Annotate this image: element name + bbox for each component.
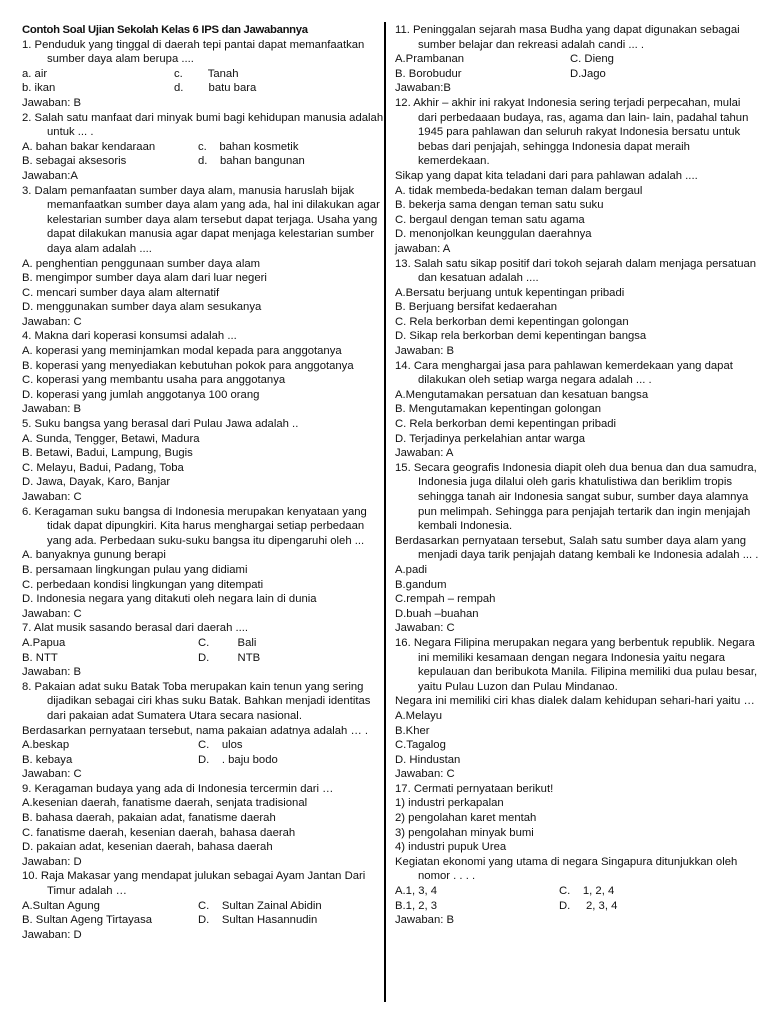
text-line: D. Jawa, Dayak, Karo, Banjar: [22, 476, 171, 489]
text-line: memanfaatkan sumber daya alam yang ada, hal ini dilakukan agar: [47, 199, 380, 212]
option-text: C. ulos: [198, 739, 243, 752]
option-text: D. Sultan Hasannudin: [198, 914, 318, 927]
option-text: B. NTT: [22, 651, 58, 664]
text-line: Jawaban:B: [395, 82, 451, 95]
option-text: B. kebaya: [22, 753, 73, 766]
option-text: A.beskap: [22, 739, 70, 752]
text-line: dapat dilakukan manusia agar dapat menjaga kelestarian sumber: [47, 228, 375, 241]
option-text: A.Prambanan: [395, 53, 465, 66]
text-line: 10. Raja Makasar yang mendapat julukan sebagai Ayam Jantan Dari: [22, 870, 366, 883]
text-line: Jawaban: C: [22, 768, 82, 781]
text-line: Jawaban: C: [22, 315, 82, 328]
text-line: Jawaban: A: [395, 447, 454, 460]
text-line: 4. Makna dari koperasi konsumsi adalah ...: [22, 330, 237, 343]
text-line: C. fanatisme daerah, kesenian daerah, bahasa daerah: [22, 826, 296, 839]
text-line: C. Melayu, Badui, Padang, Toba: [22, 461, 184, 474]
answer-options-row: [22, 154, 378, 169]
text-line: B. Betawi, Badui, Lampung, Bugis: [22, 447, 193, 460]
text-line: B. Berjuang bersifat kedaerahan: [395, 301, 558, 314]
text-line: 6. Keragaman suku bangsa di Indonesia merupakan kenyataan yang: [22, 505, 367, 518]
text-line: Jawaban:A: [22, 169, 78, 182]
text-line: C. koperasi yang membantu usaha para anggotanya: [22, 374, 286, 387]
text-line: D. Indonesia negara yang ditakuti oleh negara lain di dunia: [22, 593, 317, 606]
text-line: sumber belajar dan rekreasi adalah candi ... .: [418, 38, 645, 51]
text-line: dan kesatuan adalah ....: [418, 272, 539, 285]
text-line: kelestarian sumber daya alam tersebut dapat terjaga. Usaha yang: [47, 213, 378, 226]
text-line: A. tidak membeda-bedakan teman dalam bergaul: [395, 184, 643, 197]
answer-options-row: [22, 913, 378, 928]
text-line: 1) industri perkapalan: [395, 797, 504, 810]
text-line: jawaban: A: [395, 242, 451, 255]
text-line: C. perbedaan kondisi lingkungan yang ditempati: [22, 578, 264, 591]
text-line: D. Terjadinya perkelahian antar warga: [395, 432, 586, 445]
text-line: D. Sikap rela berkorban demi kepentingan bangsa: [395, 330, 647, 343]
option-text: c. bahan kosmetik: [198, 140, 299, 153]
column-divider: [384, 22, 386, 1002]
text-line: D. koperasi yang jumlah anggotanya 100 orang: [22, 388, 260, 401]
text-line: bebas dari penjajah, sehingga Indonesia dapat meraih: [418, 140, 690, 153]
option-text: B. Borobudur: [395, 67, 462, 80]
text-line: 2. Salah satu manfaat dari minyak bumi bagi kehidupan manusia adalah: [22, 111, 384, 124]
answer-options-row: [395, 884, 765, 899]
text-line: D. menonjolkan keunggulan daerahnya: [395, 228, 592, 241]
text-line: B. Mengutamakan kepentingan golongan: [395, 403, 602, 416]
text-line: 8. Pakaian adat suku Batak Toba merupakan kain tenun yang sering: [22, 680, 364, 693]
text-line: sehingga tanah air Indonesia sangat subur, sumber daya alamnya: [418, 491, 749, 503]
text-line: kepulauan dan beribukota Manila. Filipina memiliki dua pulau besar,: [418, 666, 758, 679]
text-line: Kegiatan ekonomi yang utama di negara Singapura ditunjukkan oleh: [395, 855, 738, 868]
text-line: 7. Alat musik sasando berasal dari daerah ....: [22, 622, 249, 635]
text-line: yang ada. Perbedaan suku-suku bangsa itu dipengaruhi oleh ...: [47, 534, 365, 547]
option-text: C. Bali: [198, 636, 257, 649]
option-text: C. Sultan Zainal Abidin: [198, 899, 322, 912]
option-text: A. bahan bakar kendaraan: [22, 140, 156, 153]
option-text: A.Papua: [22, 636, 66, 649]
text-line: Indonesia juga dilalui oleh garis khatulistiwa dan beriklim tropis: [418, 476, 732, 489]
text-line: Jawaban: B: [22, 403, 82, 416]
option-text: D.Jago: [570, 67, 606, 80]
text-line: A.padi: [395, 563, 428, 576]
text-line: 2) pengolahan karet mentah: [395, 812, 537, 825]
text-line: 9. Keragaman budaya yang ada di Indonesia tercermin dari …: [22, 782, 334, 795]
text-line: kembali Indonesia.: [418, 520, 513, 533]
option-text: A.1, 3, 4: [395, 885, 438, 898]
text-line: Jawaban: B: [395, 914, 455, 927]
text-line: Jawaban: B: [22, 96, 82, 109]
text-line: B. persamaan lingkungan pulau yang didiami: [22, 563, 248, 576]
text-line: Jawaban: C: [22, 607, 82, 620]
text-line: D.buah –buahan: [395, 607, 479, 620]
text-line: 3. Dalam pemanfaatan sumber daya alam, manusia haruslah bijak: [22, 184, 355, 197]
option-text: D. 2, 3, 4: [559, 899, 618, 912]
text-line: Jawaban: C: [395, 622, 455, 635]
text-line: 17. Cermati pernyataan berikut!: [395, 782, 554, 795]
option-text: B.1, 2, 3: [395, 899, 438, 912]
text-line: D. menggunakan sumber daya alam sesukanya: [22, 301, 262, 314]
text-line: A. koperasi yang meminjamkan modal kepada para anggotanya: [22, 345, 342, 358]
text-line: B. mengimpor sumber daya alam dari luar negeri: [22, 272, 267, 285]
text-line: nomor . . . .: [418, 870, 476, 883]
text-line: yaitu Pulau Luzon dan Pulau Mindanao.: [418, 680, 618, 693]
answer-options-row: [395, 67, 765, 82]
option-text: D. . baju bodo: [198, 753, 278, 766]
answer-options-row: [22, 140, 378, 155]
option-text: b. ikan: [22, 82, 56, 95]
text-line: B. bekerja sama dengan teman satu suku: [395, 199, 604, 212]
text-line: C.rempah – rempah: [395, 593, 496, 606]
answer-options-row: [395, 52, 765, 67]
option-text: A.Sultan Agung: [22, 899, 100, 912]
option-text: d. bahan bangunan: [198, 155, 305, 168]
text-line: Jawaban: C: [395, 768, 455, 781]
option-text: B. Sultan Ageng Tirtayasa: [22, 914, 152, 927]
text-line: dari perbedaaan budaya, ras, agama dan lain- lain, padahal tahun: [418, 111, 749, 124]
answer-options-row: [22, 636, 378, 651]
text-line: D. pakaian adat, kesenian daerah, bahasa daerah: [22, 841, 273, 854]
text-line: 11. Peninggalan sejarah masa Budha yang dapat digunakan sebagai: [395, 24, 740, 36]
text-line: A.Melayu: [395, 709, 443, 722]
text-line: C. Rela berkorban demi kepentingan pribadi: [395, 418, 617, 431]
text-line: Jawaban: C: [22, 491, 82, 503]
text-line: kemerdekaan.: [418, 155, 490, 168]
option-text: c. Tanah: [174, 67, 239, 80]
option-text: d. batu bara: [174, 82, 257, 95]
text-line: 13. Salah satu sikap positif dari tokoh sejarah dalam menjaga persatuan: [395, 257, 757, 270]
text-line: A.kesenian daerah, fanatisme daerah, senjata tradisional: [22, 797, 308, 810]
text-line: C. Rela berkorban demi kepentingan golongan: [395, 315, 629, 328]
text-line: ini memiliki kesamaan dengan negara Indonesia yaitu negara: [418, 651, 726, 664]
text-line: C. bergaul dengan teman satu agama: [395, 213, 585, 226]
text-line: 16. Negara Filipina merupakan negara yang berbentuk republik. Negara: [395, 636, 755, 649]
text-line: 1. Penduduk yang tinggal di daerah tepi pantai dapat memanfaatkan: [22, 38, 365, 51]
text-line: sumber daya alam berupa ....: [47, 53, 194, 66]
text-line: dilakukan oleh setiap warga negara adalah ... .: [418, 374, 652, 387]
text-line: Jawaban: D: [22, 928, 82, 941]
text-line: 15. Secara geografis Indonesia diapit oleh dua benua dan dua samudra,: [395, 461, 757, 474]
text-line: Berdasarkan pernyataan tersebut, Salah satu sumber daya alam yang: [395, 534, 747, 547]
text-line: pun melimpah. Sehingga para penjajah tertarik dan ingin menjajah: [418, 505, 751, 518]
text-line: B.gandum: [395, 578, 447, 591]
text-line: Berdasarkan pernyataan tersebut, nama pakaian adatnya adalah … .: [22, 724, 369, 737]
text-line: A.Mengutamakan persatuan dan kesatuan bangsa: [395, 388, 649, 401]
answer-options-row: [22, 899, 378, 914]
text-line: A. banyaknya gunung berapi: [22, 549, 166, 562]
answer-options-row: [22, 651, 378, 666]
text-line: C.Tagalog: [395, 739, 446, 752]
text-line: B. koperasi yang menyediakan kebutuhan pokok para anggotanya: [22, 359, 354, 372]
text-line: dijadikan sebagai ciri khas suku Batak. Bahkan menjadi identitas: [47, 695, 371, 708]
answer-options-row: [22, 753, 378, 768]
text-line: Sikap yang dapat kita teladani dari para pahlawan adalah ....: [395, 169, 698, 182]
text-line: Jawaban: D: [22, 855, 82, 868]
left-column: [22, 23, 384, 942]
text-line: menjadi daya tarik penjajah datang kembali ke Indonesia adalah ... .: [418, 549, 759, 562]
option-text: B. sebagai aksesoris: [22, 155, 127, 168]
text-line: B.Kher: [395, 724, 430, 737]
option-text: C. Dieng: [570, 53, 614, 66]
right-column: [395, 23, 765, 928]
document-title: Contoh Soal Ujian Sekolah Kelas 6 IPS dan Jawabannya: [22, 24, 308, 36]
text-line: A.Bersatu berjuang untuk kepentingan pribadi: [395, 286, 625, 299]
text-line: 3) pengolahan minyak bumi: [395, 826, 534, 839]
option-text: C. 1, 2, 4: [559, 885, 615, 898]
text-line: B. bahasa daerah, pakaian adat, fanatisme daerah: [22, 812, 276, 825]
text-line: 14. Cara menghargai jasa para pahlawan kemerdekaan yang dapat: [395, 359, 733, 372]
text-line: C. mencari sumber daya alam alternatif: [22, 286, 220, 299]
answer-options-row: [22, 81, 378, 96]
text-line: A. penghentian penggunaan sumber daya alam: [22, 257, 261, 270]
option-text: a. air: [22, 67, 48, 80]
text-line: Jawaban: B: [395, 345, 455, 358]
text-line: A. Sunda, Tengger, Betawi, Madura: [22, 432, 200, 445]
answer-options-row: [22, 738, 378, 753]
text-line: tidak dapat dipungkiri. Kita harus menghargai setiap perbedaan: [47, 520, 365, 533]
text-line: 5. Suku bangsa yang berasal dari Pulau Jawa adalah ..: [22, 418, 299, 431]
text-line: untuk ... .: [47, 126, 94, 139]
text-line: Timur adalah …: [47, 885, 127, 898]
answer-options-row: [395, 899, 765, 914]
text-line: dari pakaian adat Sumatera Utara secara nasional.: [47, 709, 302, 722]
answer-options-row: [22, 67, 378, 82]
text-line: daya alam adalah ....: [47, 242, 152, 255]
text-line: Jawaban: B: [22, 666, 82, 679]
text-line: D. Hindustan: [395, 753, 461, 766]
text-line: 4) industri pupuk Urea: [395, 841, 507, 854]
text-line: Negara ini memiliki ciri khas dialek dalam kehidupan sehari-hari yaitu …: [395, 695, 755, 708]
text-line: 1945 para pahlawan dan seluruh rakyat Indonesia bersatu untuk: [418, 126, 741, 139]
text-line: 12. Akhir – akhir ini rakyat Indonesia sering terjadi perpecahan, mulai: [395, 96, 741, 109]
option-text: D. NTB: [198, 651, 261, 664]
